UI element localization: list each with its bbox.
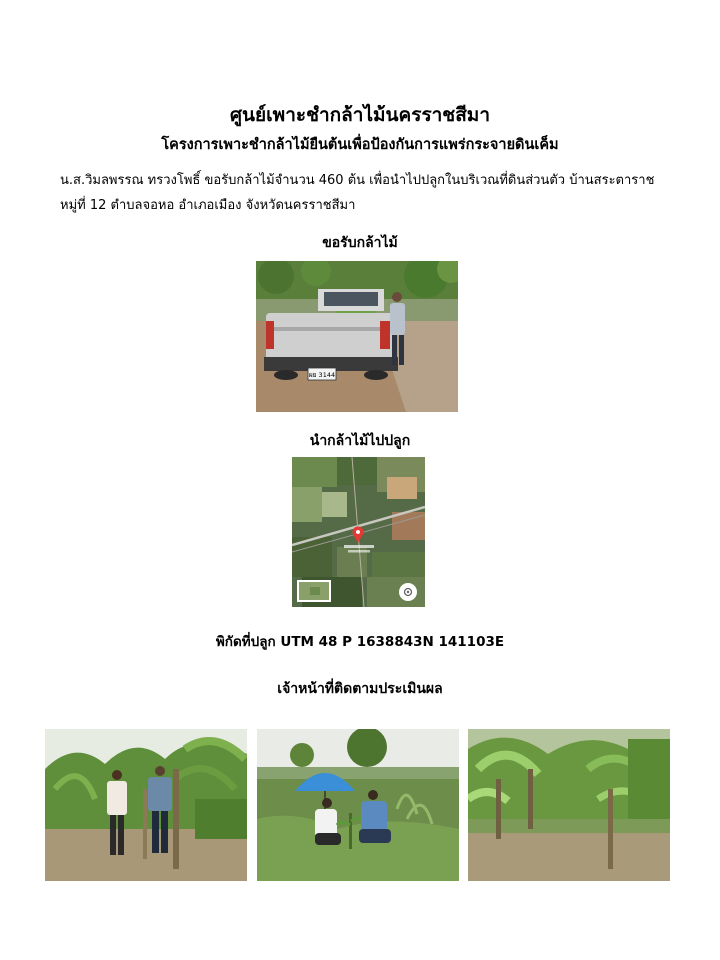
document-subtitle: โครงการเพาะชำกล้าไม้ยืนต้นเพื่อป้องกันการแพร่กระจายดินเค็ม xyxy=(161,137,559,153)
officer-photo-umbrella xyxy=(257,729,459,881)
caption-receive-seedlings: ขอรับกล้าไม้ xyxy=(322,235,398,251)
layer-thumbnail-button[interactable] xyxy=(297,580,331,602)
caption-officer-followup: เจ้าหน้าที่ติดตามประเมินผล xyxy=(277,681,443,697)
satellite-map[interactable] xyxy=(292,457,425,607)
body-paragraph: น.ส.วิมลพรรณ ทรวงโพธิ์ ขอรับกล้าไม้จำนวน 460 ต้น เพื่อนำไปปลูกในบริเวณที่ดินส่วนตัว บ้านสระตาราช หมู่ที่ 12 ตำบลจอหอ อำเภอเมือง จังหวัดนครราชสีมา xyxy=(60,173,655,213)
document-title: ศูนย์เพาะชำกล้าไม้นครราชสีมา xyxy=(230,104,490,126)
officer-photo-banana-grove xyxy=(45,729,247,881)
officer-photo-banana-plants xyxy=(468,729,670,881)
caption-planting: นำกล้าไม้ไปปลูก xyxy=(309,433,411,449)
license-plate: ผย 3144 xyxy=(308,371,336,379)
locate-icon[interactable] xyxy=(399,583,417,601)
truck-photo xyxy=(256,261,458,412)
planting-coordinates: พิกัดที่ปลูก UTM 48 P 1638843N 141103E xyxy=(215,634,505,650)
